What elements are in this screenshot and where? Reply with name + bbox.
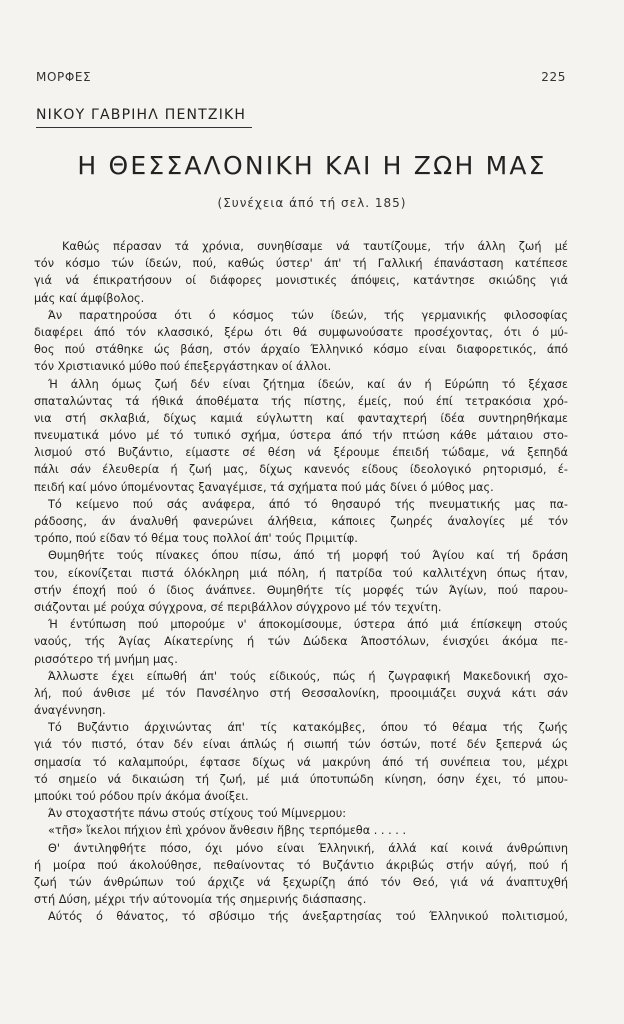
article-title: Η ΘΕΣΣΑΛΟΝΙΚΗ ΚΑΙ Η ΖΩΗ ΜΑΣ xyxy=(77,151,547,180)
body-line: Τό κείμενο πού σάς ανάφερα, άπό τό θησαυρό τής πνευματικής μας πα- xyxy=(48,497,568,511)
running-head xyxy=(36,70,566,86)
body-line: πάλι σάν έλευθερία ή ζωή μας, δίχως κανενός είδους ίδεολογικό ρητορισμό, έ- xyxy=(34,463,568,477)
body-line: Άλλωστε έχει είπωθή άπ' τούς είδικούς, πώς ή ζωγραφική Μακεδονική σχο- xyxy=(48,669,568,683)
body-line: Ή έντύπωση πού μπορούμε ν' άποκομίσουμε, ύστερα άπό μιά έπίσκεψη στούς xyxy=(48,618,568,632)
body-line: Θυμηθήτε τούς πίνακες όπου πίσω, άπό τή μορφή τού Άγίου καί τή δράση xyxy=(48,549,568,563)
body-line: σημασία τό καλαμπούρι, έφτασε δίχως νά μακρύνη άπό τή συνέπεια του, μέχρι xyxy=(34,755,568,769)
body-line: του, είκονίζεται πιστά όλόκληρη μιά πόλη, ή πατρίδα τού καλλιτέχνη όπως ήταν, xyxy=(34,566,568,580)
body-line: μπούκι τού ρόδου πρίν άκόμα άνοίξει. xyxy=(34,790,249,803)
body-line: ζωή τών άνθρώπων τού άρχιζε νά ξεχωρίζη άπό τόν Θεό, γιά νά άναπτυχθή xyxy=(34,875,568,889)
body-line: σιάζονται μέ ρούχα σύγχρονα, σέ περιβάλλον σύγχρονο μέ τόν τεχνίτη. xyxy=(34,600,442,614)
body-line: ράδοσης, άν άναλυθή φανερώνει άλήθεια, κάποιες ζωηρές άναλογίες μέ τόν xyxy=(34,515,568,528)
body-line: Αύτός ό θάνατος, τό σβύσιμο τής άνεξαρτησίας τού Έλληνικού πολιτισμού, xyxy=(48,910,568,924)
body-line: ναούς, τής Άγίας Αίκατερίνης ή τών Δώδεκα Άποστόλων, ένισχύει άκόμα πε- xyxy=(34,635,568,649)
body-line: στή Δύση, μέχρι τήν αύτονομία τής σημερινής διάσπασης. xyxy=(34,893,367,907)
body-line: Άν παρατηρούσα ότι ό κόσμος τών ίδεών, τής γερμανικής φιλοσοφίας xyxy=(48,308,568,322)
body-line: σπαταλώντας τά ήθικά άποθέματα τής πίστης, έμείς, πού έπί τετρακόσια χρό- xyxy=(34,394,568,408)
author-underline xyxy=(36,127,252,128)
body-line: ή μοίρα πού άκολούθησε, πεθαίνοντας τό Βυζάντιο άκριβώς στήν αύγή, πού ή xyxy=(34,858,568,872)
body-line: Θ' άντιληφθήτε πόσο, όχι μόνο είναι Έλληνική, άλλά καί κοινά άνθρώπινη xyxy=(48,841,568,855)
body-line: Άν στοχαστήτε πάνω στούς στίχους τού Μίμνερμου: xyxy=(48,807,347,821)
body-line: τρόπο, πού είδαν τό θέμα τους πολλοί άπ' τούς Πριμιτίφ. xyxy=(34,532,358,546)
body-line: μάς καί άμφίβολος. xyxy=(34,291,145,305)
page-number: 225 xyxy=(541,70,566,84)
body-line: πνευματικά μόνο μέ τό τυπικό σχήμα, ύστερα άπό τήν πτώση κάθε μάταιου στο- xyxy=(34,429,568,443)
body-line: τό σημείο νά δικαιώση τή ζωή, μέ μιά ύποτυπώδη κίνηση, όσην έχει, τό μπου- xyxy=(34,772,568,786)
body-line: λισμού στό Βυζάντιο, είμαστε σέ θέση νά ξέρουμε έπειδή τώδαμε, νά ξεπηδά xyxy=(34,446,568,460)
body-line: λή, πού άνθισε μέ τόν Πανσέληνο στή Θεσσαλονίκη, προοιμιάζει συχνά κάτι σάν xyxy=(34,686,568,700)
body-line: Καθώς πέρασαν τά χρόνια, συνηθίσαμε νά ταυτίζουμε, τήν άλλη ζωή μέ xyxy=(62,240,568,253)
body-line: άναγέννηση. xyxy=(34,704,106,718)
body-line: στήν έποχή πού ό ίδιος άνάπνεε. Θυμηθήτε τίς μορφές τών Άγίων, πού παρου- xyxy=(34,583,568,597)
body-line: διαφέρει άπό τόν κλασσικό, ξέρω ότι θά συμφωνούσατε προσέχοντας, ότι ό μύ- xyxy=(34,325,568,339)
author-name: ΝΙΚΟΥ ΓΑΒΡΙΗΛ ΠΕΝΤΖΙΚΗ xyxy=(36,107,247,123)
article-body xyxy=(34,238,568,926)
body-line: τόν Χριστιανικό μύθο πού έπεξεργάστηκαν οί άλλοι. xyxy=(34,360,332,374)
body-line: γιά τόν πιστό, όταν δέν είναι άπλώς ή σιωπή τών όστών, ποτέ δέν ξεπερνά ώς xyxy=(34,738,568,752)
verse-quote: «τῆσ» ἴκελοι πήχιον ἐπὶ χρόνον ἄνθεσιν ἥβης τερπόμεθα . . . . . xyxy=(48,824,407,838)
body-line: γιά νά έπικρατήσουν οί διάφορες μονιστικές άπόψεις, κατάντησε σκιώδης γιά xyxy=(34,274,568,288)
body-line: νια στή σκλαβιά, δίχως καμιά εύγλωττη καί φανταχτερή ίδέα συντηρηθήκαμε xyxy=(34,411,568,425)
continuation-note: (Συνέχεια άπό τή σελ. 185) xyxy=(217,196,407,210)
body-line: πειδή καί μόνο ύπομένοντας ξαναγέμισε, τά σχήματα πού μάς δίνει ό μύθος μας. xyxy=(34,480,494,494)
body-line: ρισσότερο τή μνήμη μας. xyxy=(34,652,178,666)
body-line: θος πού στάθηκε ώς βάση, στόν άρχαίο Έλληνικό κόσμο είναι διαφορετικός, άπό xyxy=(34,343,568,357)
body-line: Ή άλλη όμως ζωή δέν είναι ζήτημα ίδεών, καί άν ή Εύρώπη τό ξέχασε xyxy=(48,377,568,391)
body-line: Τό Βυζάντιο άρχινώντας άπ' τίς κατακόμβες, όπου τό θέαμα τής ζωής xyxy=(48,721,568,735)
body-line: τόν κόσμο τών ίδεών, πού, καθώς ύστερ' άπ' τή Γαλλική έπανάσταση κατέπεσε xyxy=(34,257,568,271)
journal-name: ΜΟΡΦΕΣ xyxy=(36,70,92,84)
